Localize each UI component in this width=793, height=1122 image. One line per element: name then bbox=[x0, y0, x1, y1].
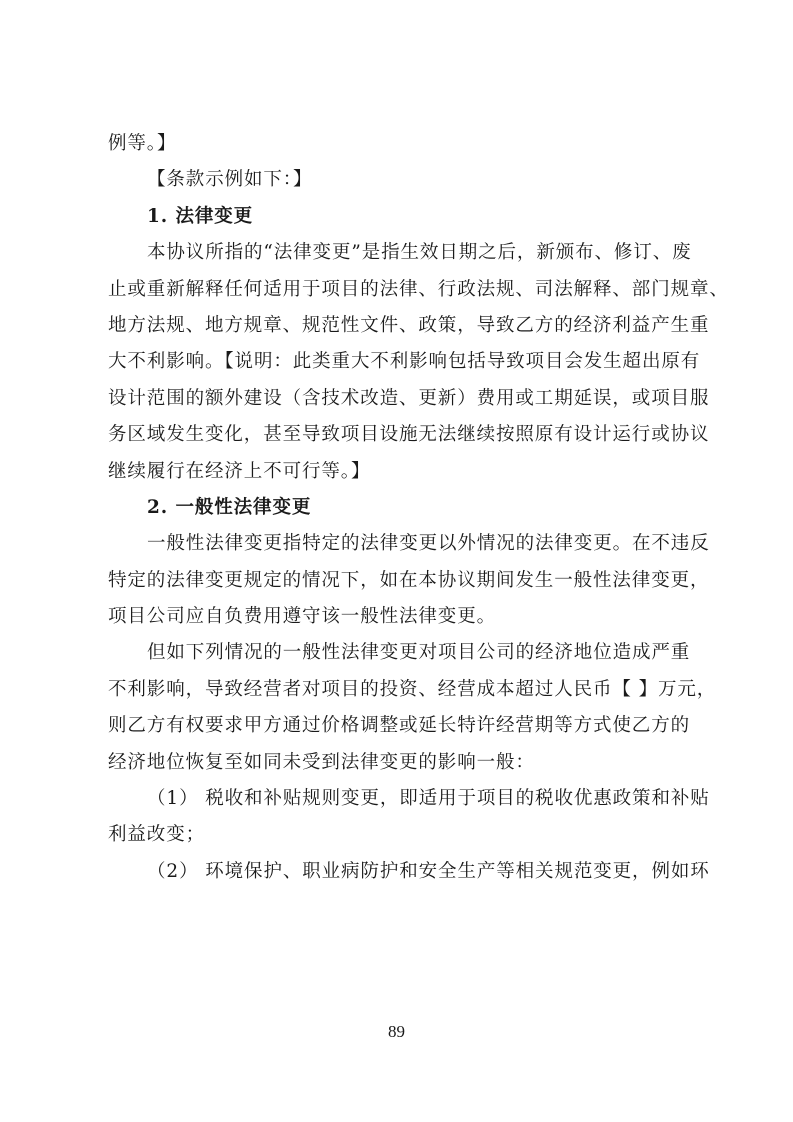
text-line: 大不利影响。【说明：此类重大不利影响包括导致项目会发生超出原有 bbox=[108, 351, 701, 373]
text-line: 地方法规、地方规章、规范性文件、政策，导致乙方的经济利益产生重 bbox=[108, 314, 710, 336]
section-heading: 1. 法律变更 bbox=[147, 205, 254, 227]
text-line: 本协议所指的“法律变更”是指生效日期之后，新颁布、修订、废 bbox=[147, 242, 692, 264]
text-line: 项目公司应自负费用遵守该一般性法律变更。 bbox=[108, 606, 497, 628]
text-line: 但如下列情况的一般性法律变更对项目公司的经济地位造成严重 bbox=[147, 642, 691, 664]
text-line: 务区域发生变化，甚至导致项目设施无法继续按照原有设计运行或协议 bbox=[108, 424, 710, 446]
page-number: 89 bbox=[388, 1022, 405, 1041]
text-line: （2） 环境保护、职业病防护和安全生产等相关规范变更，例如环 bbox=[147, 860, 710, 882]
text-line: （1） 税收和补贴规则变更，即适用于项目的税收优惠政策和补贴 bbox=[147, 788, 710, 810]
text-line: 设计范围的额外建设（含技术改造、更新）费用或工期延误，或项目服 bbox=[108, 387, 710, 409]
text-line: 止或重新解释任何适用于项目的法律、行政法规、司法解释、部门规章、 bbox=[108, 278, 729, 300]
body-text bbox=[108, 126, 729, 890]
text-line: 利益改变； bbox=[108, 824, 206, 846]
section-heading: 2. 一般性法律变更 bbox=[147, 496, 312, 518]
text-line: 继续履行在经济上不可行等。】 bbox=[108, 460, 371, 482]
text-line: 经济地位恢复至如同未受到法律变更的影响一般： bbox=[108, 751, 535, 773]
text-line: 则乙方有权要求甲方通过价格调整或延长特许经营期等方式使乙方的 bbox=[108, 715, 691, 737]
text-line: 不利影响，导致经营者对项目的投资、经营成本超过人民币【 】万元， bbox=[108, 678, 717, 700]
text-line: 【条款示例如下：】 bbox=[147, 169, 313, 191]
text-line: 特定的法律变更规定的情况下，如在本协议期间发生一般性法律变更， bbox=[108, 569, 710, 591]
text-line: 例等。】 bbox=[108, 133, 177, 154]
text-line: 一般性法律变更指特定的法律变更以外情况的法律变更。在不违反 bbox=[147, 533, 710, 555]
